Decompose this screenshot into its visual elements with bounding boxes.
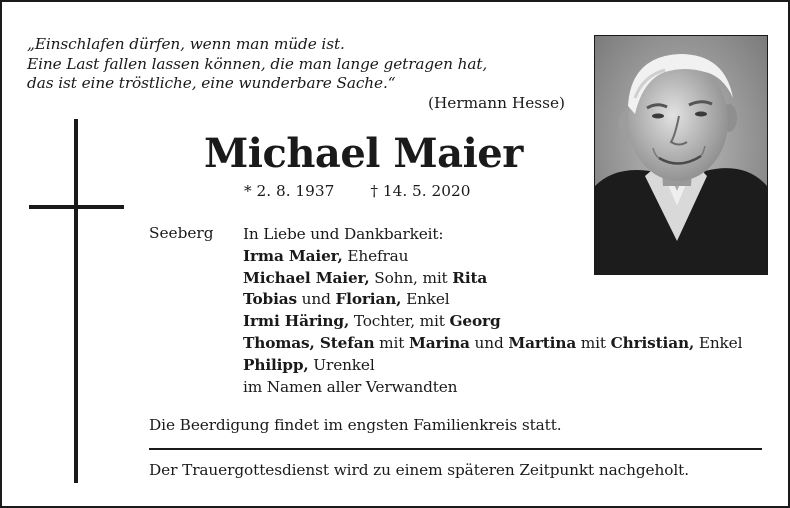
mourner-line: Philipp, Urenkel <box>243 355 375 374</box>
death-date: † 14. 5. 2020 <box>370 182 471 200</box>
quote <box>27 35 487 94</box>
mourners-list <box>243 224 742 398</box>
mourner-line: Tobias und Florian, Enkel <box>243 290 450 309</box>
mourner-line: Michael Maier, Sohn, mit Rita <box>243 268 488 287</box>
life-dates <box>244 182 470 200</box>
cross-icon-bar <box>29 205 124 209</box>
service-note: Der Trauergottesdienst wird zu einem späteren Zeitpunkt nachgeholt. <box>149 461 689 479</box>
quote-line: Eine Last fallen lassen können, die man lange getragen hat, <box>27 54 488 73</box>
mourners-intro: In Liebe und Dankbarkeit: <box>243 225 444 243</box>
quote-author: (Hermann Hesse) <box>428 94 565 112</box>
quote-line: das ist eine tröstliche, eine wunderbare Sache.“ <box>27 74 396 92</box>
mourner-line: Thomas, Stefan mit Marina und Martina mit Christian, Enkel <box>243 333 743 352</box>
quote-line: „Einschlafen dürfen, wenn man müde ist. <box>27 35 345 53</box>
mourners-outro: im Namen aller Verwandten <box>243 377 458 396</box>
place-name: Seeberg <box>149 224 214 242</box>
funeral-note: Die Beerdigung findet im engsten Familienkreis statt. <box>149 416 562 434</box>
mourner-line: Irmi Häring, Tochter, mit Georg <box>243 312 501 331</box>
birth-date: * 2. 8. 1937 <box>244 182 335 200</box>
cross-icon <box>74 119 78 483</box>
mourner-line: Irma Maier, Ehefrau <box>243 246 409 265</box>
divider <box>149 448 762 450</box>
deceased-name: Michael Maier <box>204 130 523 177</box>
